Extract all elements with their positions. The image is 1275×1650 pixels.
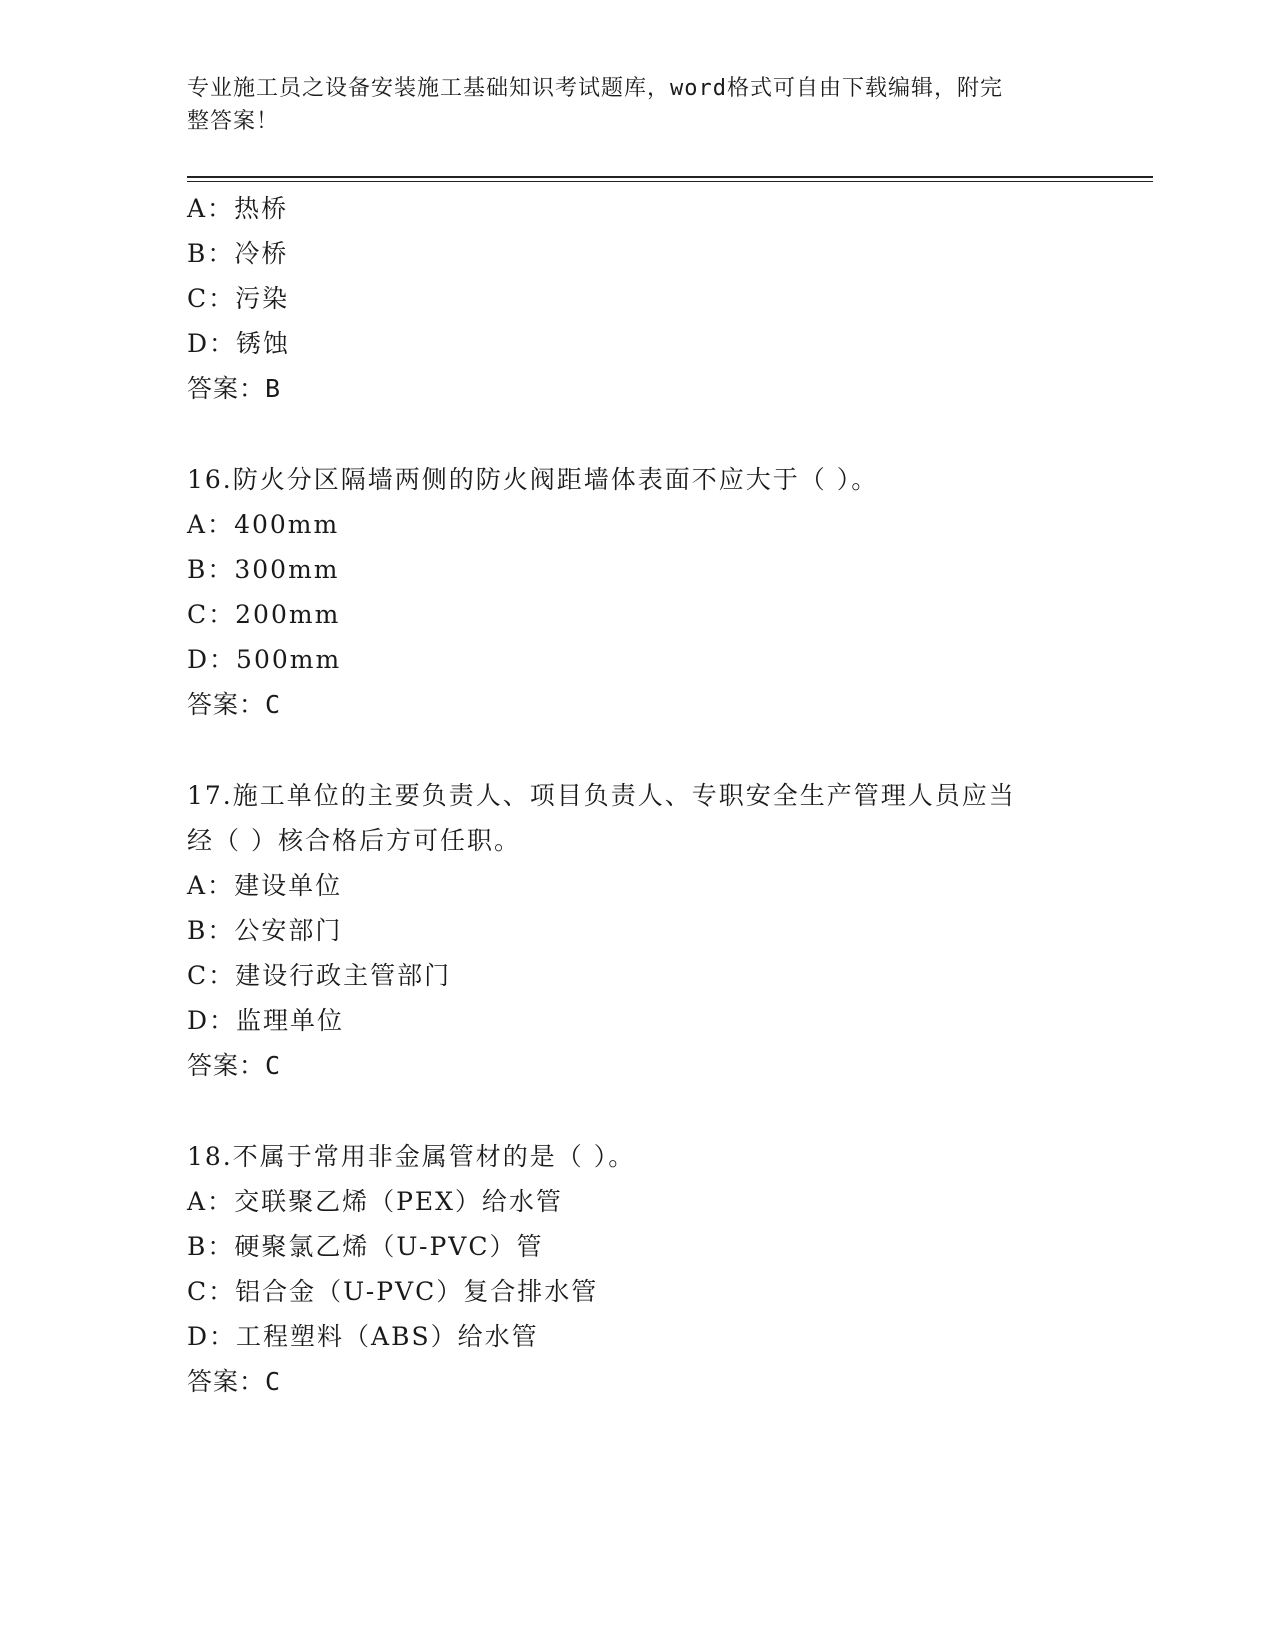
option-b: B：公安部门 xyxy=(187,916,343,945)
option-a: A：建设单位 xyxy=(187,871,343,900)
answer: 答案：C xyxy=(187,1051,282,1080)
option-d: D：锈蚀 xyxy=(187,329,291,358)
option-c: C：污染 xyxy=(187,284,290,313)
option-d: D：工程塑料（ABS）给水管 xyxy=(187,1322,539,1351)
option-a: A：交联聚乙烯（PEX）给水管 xyxy=(187,1187,563,1216)
header-line-2: 整答案！ xyxy=(187,109,280,134)
answer: 答案：B xyxy=(187,374,282,403)
answer: 答案：C xyxy=(187,1367,282,1396)
option-b: B：300mm xyxy=(187,555,340,584)
option-d: D：500mm xyxy=(187,645,342,674)
question-text-line-2: 经（ ）核合格后方可任职。 xyxy=(187,826,521,855)
answer: 答案：C xyxy=(187,690,282,719)
option-c: C：200mm xyxy=(187,600,341,629)
option-a: A：400mm xyxy=(187,510,340,539)
option-c: C：建设行政主管部门 xyxy=(187,961,452,990)
question-text-line-1: 17.施工单位的主要负责人、项目负责人、专职安全生产管理人员应当 xyxy=(187,781,1016,810)
header-divider-thin xyxy=(187,181,1153,182)
question-text: 18.不属于常用非金属管材的是（ ）。 xyxy=(187,1142,636,1171)
option-c: C：铝合金（U-PVC）复合排水管 xyxy=(187,1277,599,1306)
header-line-1: 专业施工员之设备安装施工基础知识考试题库，word格式可自由下载编辑，附完 xyxy=(187,76,1003,101)
option-b: B：硬聚氯乙烯（U-PVC）管 xyxy=(187,1232,544,1261)
option-a: A：热桥 xyxy=(187,194,289,223)
question-text: 16.防火分区隔墙两侧的防火阀距墙体表面不应大于（ ）。 xyxy=(187,465,879,494)
header-divider-thick xyxy=(187,176,1153,178)
option-b: B：冷桥 xyxy=(187,239,289,268)
document-header xyxy=(187,72,1087,138)
option-d: D：监理单位 xyxy=(187,1006,345,1035)
